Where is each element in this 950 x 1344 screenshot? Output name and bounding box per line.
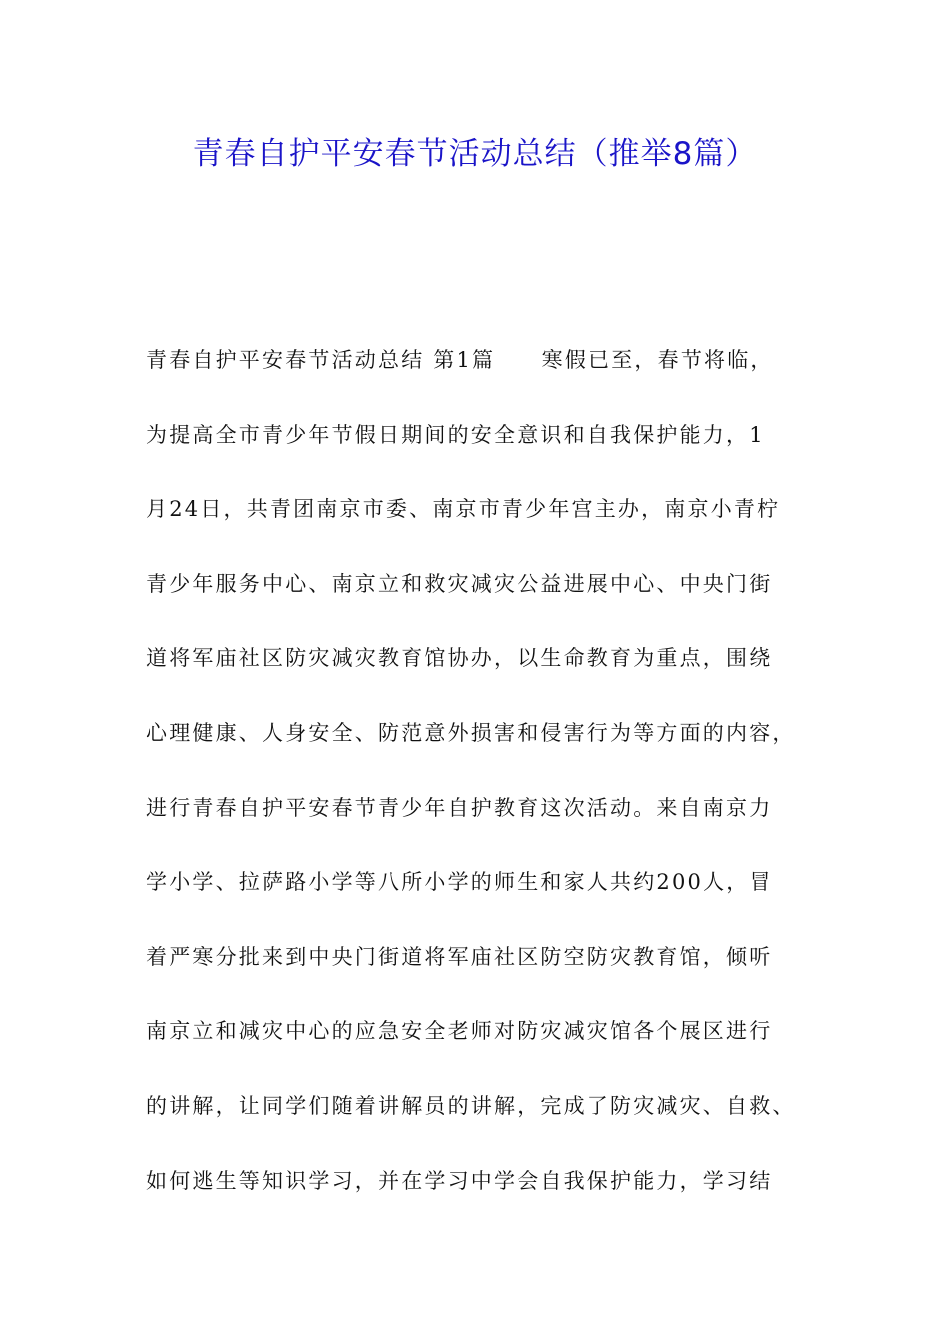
- document-body: [146, 340, 816, 1235]
- body-line: 的讲解，让同学们随着讲解员的讲解，完成了防灾减灾、自救、: [146, 1093, 796, 1118]
- body-line: 青少年服务中心、南京立和救灾减灾公益进展中心、中央门街: [146, 571, 773, 596]
- body-line: 为提高全市青少年节假日期间的安全意识和自我保护能力，1: [146, 422, 765, 447]
- body-line: 青春自护平安春节活动总结 第1篇 寒假已至，春节将临，: [146, 348, 774, 372]
- body-line: 进行青春自护平安春节青少年自护教育这次活动。来自南京力: [146, 795, 773, 820]
- body-line: 心理健康、人身安全、防范意外损害和侵害行为等方面的内容，: [146, 720, 796, 745]
- body-line: 学小学、拉萨路小学等八所小学的师生和家人共约200人，冒: [146, 870, 773, 895]
- body-line: 月24日，共青团南京市委、南京市青少年宫主办，南京小青柠: [146, 497, 781, 522]
- body-line: 着严寒分批来到中央门街道将军庙社区防空防灾教育馆，倾听: [146, 944, 773, 969]
- document-title: 青春自护平安春节活动总结（推举8篇）: [192, 136, 758, 172]
- body-line: 南京立和减灾中心的应急安全老师对防灾减灾馆各个展区进行: [146, 1019, 773, 1044]
- body-line: 如何逃生等知识学习，并在学习中学会自我保护能力，学习结: [146, 1168, 773, 1193]
- body-line: 道将军庙社区防灾减灾教育馆协办，以生命教育为重点，围绕: [146, 646, 773, 671]
